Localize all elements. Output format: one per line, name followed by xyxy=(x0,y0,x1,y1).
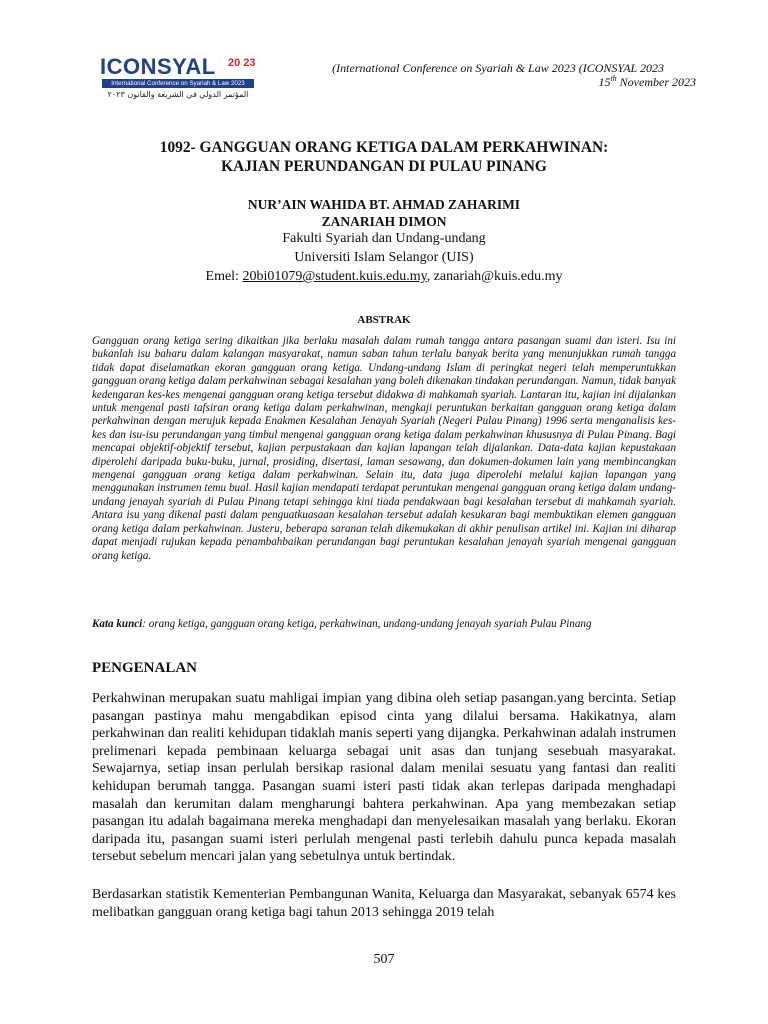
abstract-heading: ABSTRAK xyxy=(357,314,411,326)
logo-wordmark: ICONSYAL xyxy=(100,54,216,79)
author-1: NUR’AIN WAHIDA BT. AHMAD ZAHARIMI xyxy=(247,197,521,212)
date-day: 15 xyxy=(598,75,611,89)
logo-banner: International Conference on Syariah & Law 2023 xyxy=(102,79,254,88)
paper-title-line-2: KAJIAN PERUNDANGAN DI PULAU PINANG xyxy=(221,158,547,175)
conference-logo xyxy=(100,56,260,108)
page-number: 507 xyxy=(373,952,395,967)
body-paragraph-2: Berdasarkan statistik Kementerian Pembangunan Wanita, Keluarga dan Masyarakat, sebanyak 6574 kes melibatkan gangguan orang ketiga bagi tahun 2013 sehingga 2019 telah xyxy=(92,887,676,920)
keywords-line xyxy=(92,618,682,631)
conference-date xyxy=(598,74,696,90)
email-label: Emel: xyxy=(205,269,243,284)
date-suffix: th xyxy=(610,74,617,83)
email-line xyxy=(90,268,678,286)
keywords-text: : orang ketiga, gangguan orang ketiga, perkahwinan, undang-undang jenayah syariah Pulau Pinang xyxy=(142,618,592,630)
conference-name: (International Conference on Syariah & Law 2023 (ICONSYAL 2023 xyxy=(332,61,664,75)
date-rest: November 2023 xyxy=(616,75,696,89)
section-heading: PENGENALAN xyxy=(92,660,198,676)
logo-arabic-text: المؤتمر الدولي في الشريعة والقانون ٢٠٢٣ xyxy=(107,90,249,99)
email-link-2[interactable]: zanariah@kuis.edu.my xyxy=(433,269,563,284)
author-2: ZANARIAH DIMON xyxy=(321,214,447,229)
affiliation-university: Universiti Islam Selangor (UIS) xyxy=(294,250,474,265)
logo-year: 20 23 xyxy=(228,57,256,69)
keywords-label: Kata kunci xyxy=(92,618,143,630)
affiliation-faculty: Fakulti Syariah dan Undang-undang xyxy=(282,231,486,246)
abstract-text: Gangguan orang ketiga sering dikaitkan jika berlaku masalah dalam rumah tangga antara pasangan suami dan isteri. Isu ini bukanlah isu baharu dalam kalangan masyarakat, namun saban tahun terlalu banyak berita yang menunjukkan rumah tangga tidak dapat diselamatkan ekoran gangguan orang ketiga. Undang-undang Islam di peringkat negeri telah memperuntukkan gangguan orang ketiga dalam perkahwinan sebagai kesalahan yang boleh dikenakan tindakan perundangan. Namun, tidak banyak kedengaran kes-kes mengenai gangguan orang ketiga tersebut didakwa di mahkamah syariah. Lantaran itu, kajian ini dijalankan untuk mengenal pasti tafsiran orang ketiga dalam perkahwinan, mengkaji peruntukan berkaitan gangguan orang ketiga dalam perkahwinan dengan merujuk kepada Enakmen Kesalahan Jenayah Syariah (Negeri Pulau Pinang) 1996 serta menganalisis kes-kes dan isu-isu perundangan yang timbul mengenai gangguan orang ketiga dalam perkahwinan khususnya di Pulau Pinang. Bagi mencapai objektif-objektif tersebut, kajian perpustakaan dan kajian lapangan telah dijalankan. Data-data kajian kepustakaan diperolehi daripada buku-buku, jurnal, prosiding, disertasi, laman sesawang, dan dokumen-dokumen lain yang membincangkan mengenai gangguan orang ketiga dalam perkahwinan. Selain itu, data juga diperolehi melalui kajian lapangan yang menggunakan instrumen temu bual. Hasil kajian mendapati terdapat peruntukan mengenai gangguan orang ketiga dalam undang-undang jenayah syariah di Pulau Pinang tetapi sehingga kini tiada pendakwaan bagi kesalahan tersebut di mahkamah syariah. Antara isu yang dikenal pasti dalam penguatkuasaan kesalahan tersebut adalah kesukaran bagi membuktikan elemen gangguan orang ketiga dalam perkahwinan. Justeru, beberapa saranan telah dikemukakan di akhir penulisan artikel ini. Kajian ini diharap dapat menjadi rujukan kepada penambahbaikan perundangan bagi peruntukan kesalahan jenayah syariah mengenai gangguan orang ketiga. xyxy=(92,335,676,562)
email-link-1[interactable]: 20bi01079@student.kuis.edu.my xyxy=(242,269,427,284)
email-separator: , xyxy=(426,269,434,284)
body-paragraph-1: Perkahwinan merupakan suatu mahligai impian yang dibina oleh setiap pasangan.yang bercinta. Setiap pasangan pastinya mahu mengabdikan episod cinta yang dilalui bersama. Hakikatnya, alam perkahwinan dan realiti kehidupan tidaklah manis seperti yang dijangka. Perkahwinan adalah instrumen prelimenari kepada pembinaan keluarga sebagai unit asas dan tunjang sesebuah masyarakat. Sewajarnya, setiap insan perlulah bersikap rasional dalam menilai sesuatu yang fantasi dan realiti kehidupan berumah tangga. Pasangan suami isteri pasti tidak akan terlepas daripada menghadapi masalah dan kerumitan dalam mengharungi bahtera perkahwinan. Apa yang membezakan setiap pasangan itu adalah bagaimana mereka menghadapi dan menyelesaikan masalah yang berlaku. Ekoran daripada itu, pasangan suami isteri perlulah mengenal pasti terlebih dahulu punca kepada masalah tersebut sebelum mencari jalan yang sebetulnya untuk bertindak. xyxy=(92,691,676,865)
paper-title-line-1: 1092- GANGGUAN ORANG KETIGA DALAM PERKAHWINAN: xyxy=(159,139,609,156)
